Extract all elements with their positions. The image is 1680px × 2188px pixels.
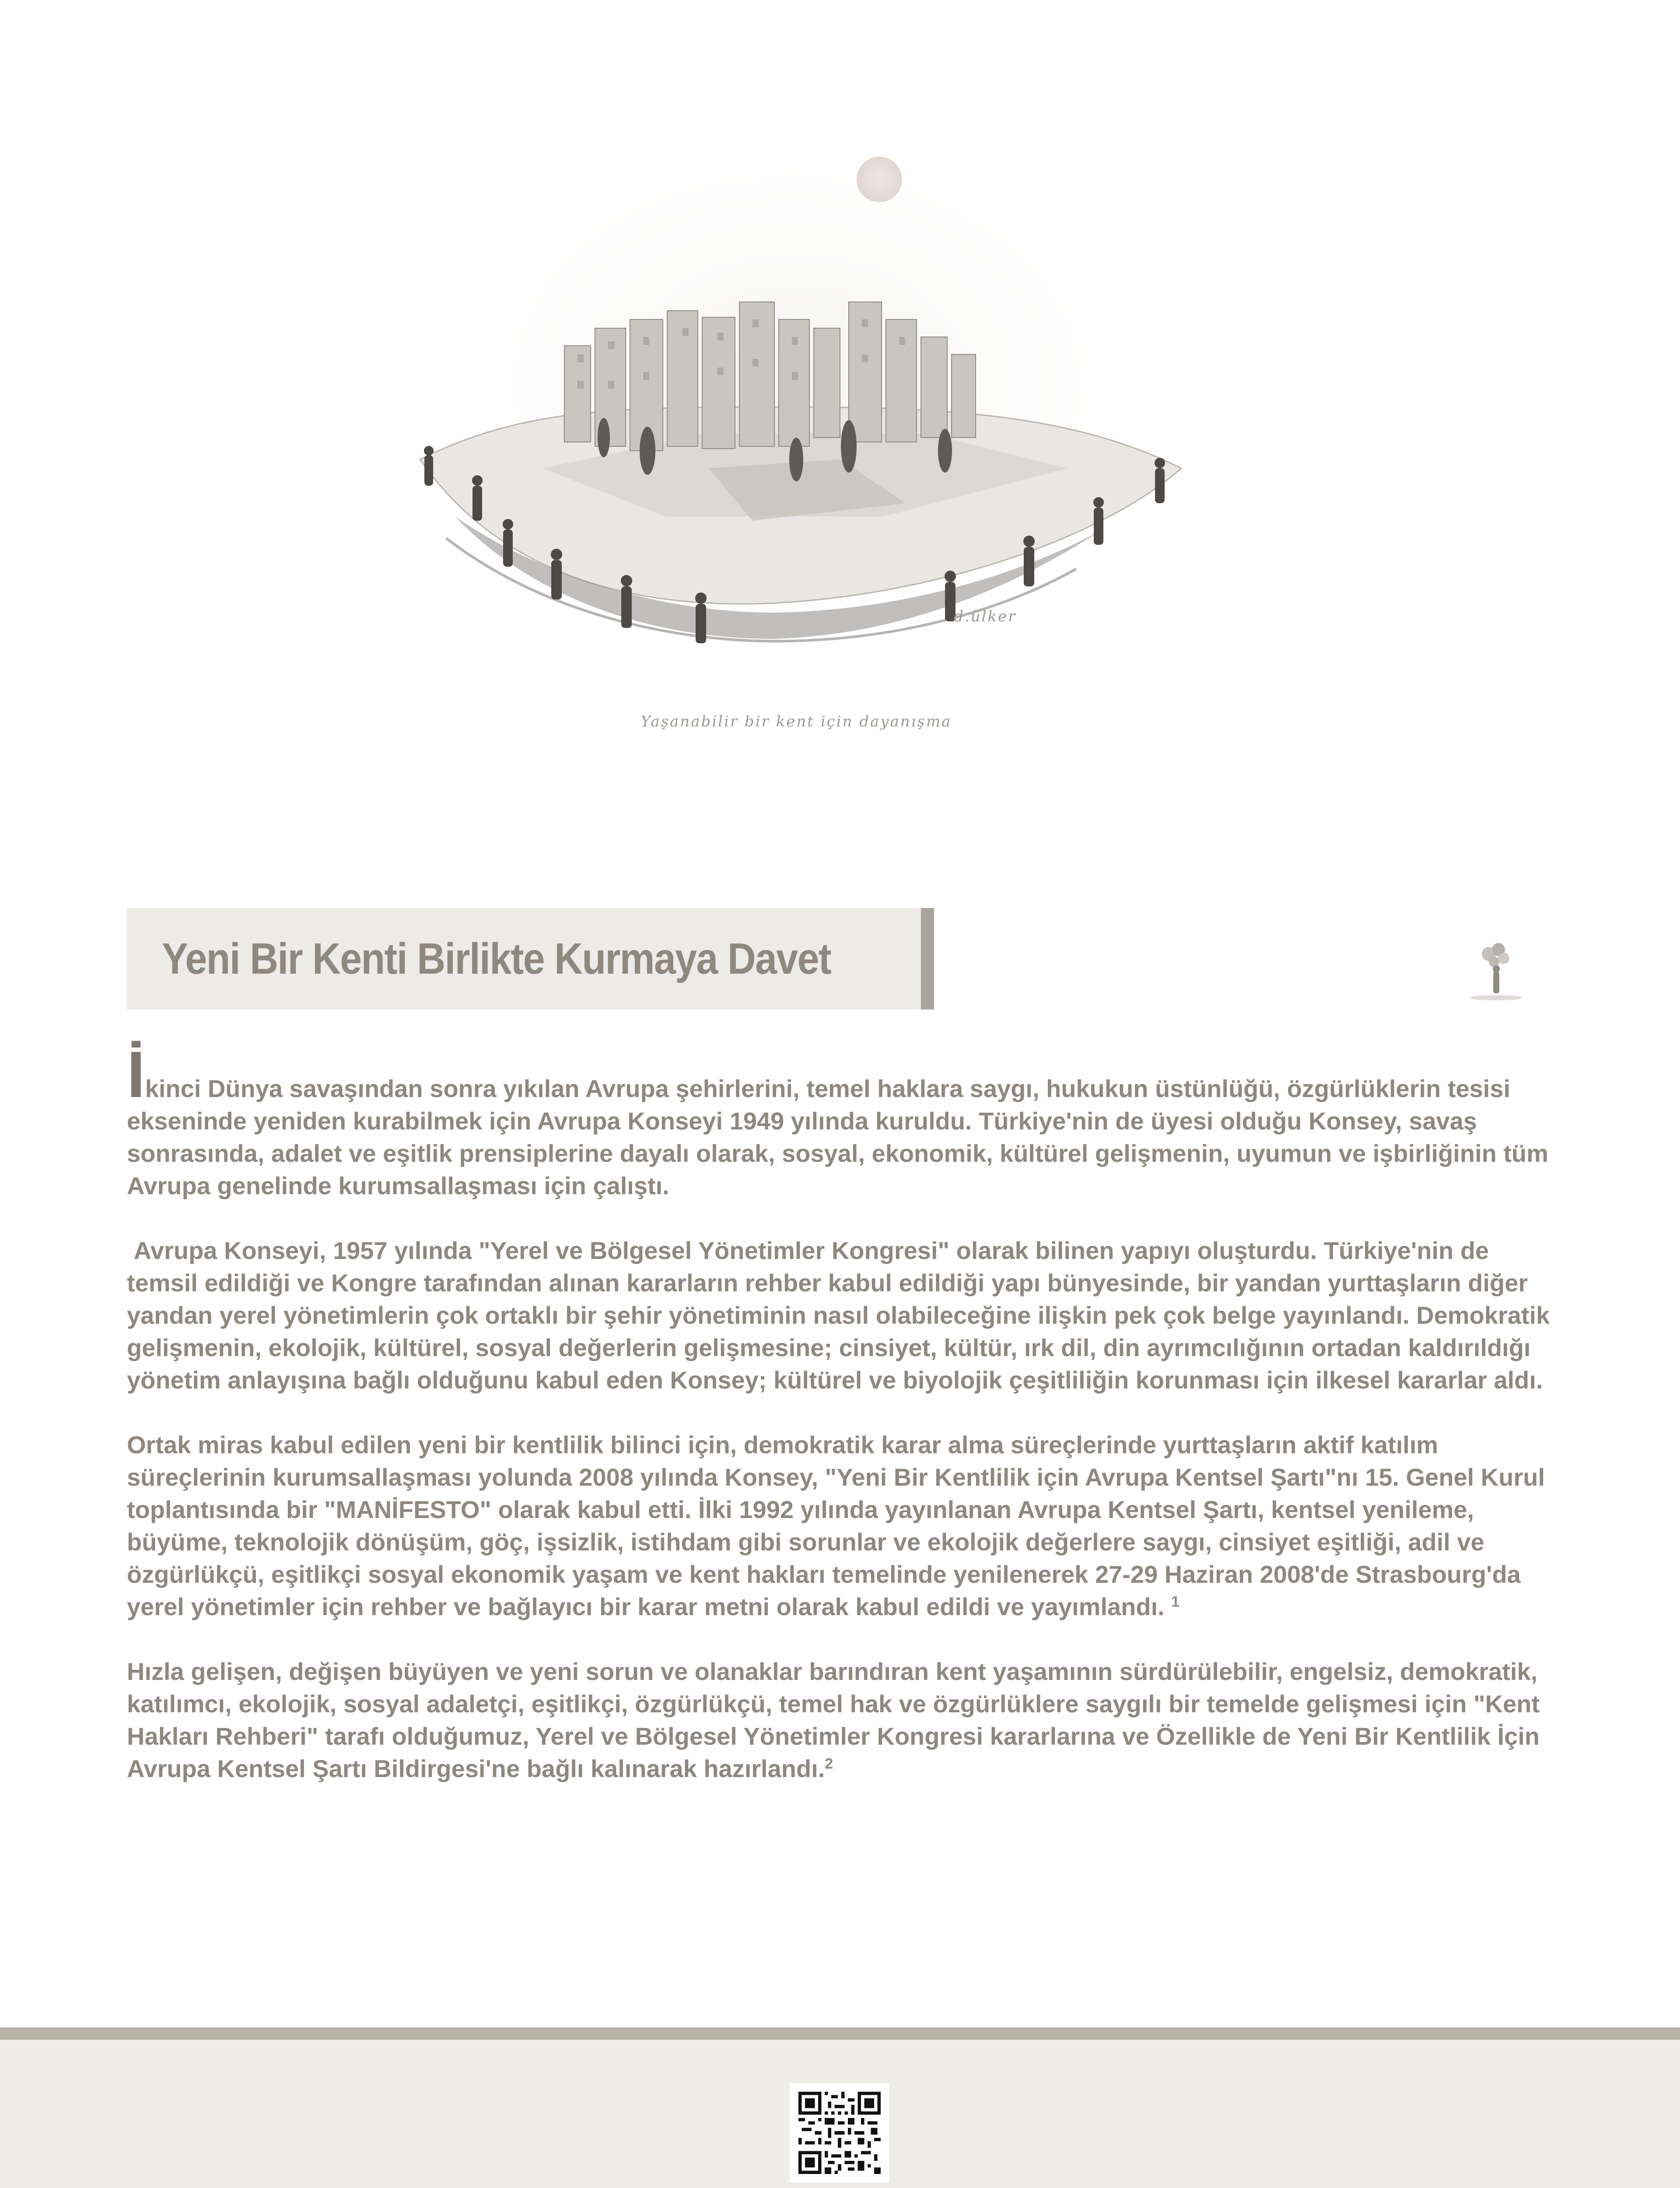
title-banner bbox=[127, 908, 934, 1010]
footnote-ref-1: 1 bbox=[1171, 1593, 1180, 1610]
illustration-caption: Yaşanabilir bir kent için dayanışma bbox=[640, 713, 952, 730]
moon-shape bbox=[857, 157, 902, 202]
paragraph-4-text: Hızla gelişen, değişen büyüyen ve yeni sorun ve olanaklar barındıran kent yaşamının sürdürülebilir, engelsiz, demokratik, katılımcı, ekolojik, sosyal adaletçi, eşitlikçi, özgürlükçü, temel hak ve özgürlüklere saygılı bir temelde gelişmesi için "Kent Hakları Rehberi" tarafı olduğumuz, Yerel ve Bölgesel Yönetimler Kongresi kararlarına ve Özellikle de Yeni Bir Kentlilik İçin Avrupa Kentsel Şartı Bildirgesi'ne bağlı kalınarak hazırlandı. bbox=[127, 1658, 1540, 1782]
body-text bbox=[127, 1038, 1566, 1817]
paragraph-1-text: kinci Dünya savaşından sonra yıkılan Avrupa şehirlerini, temel haklara saygı, hukukun üstünlüğü, özgürlüklerin tesisi ekseninde yeniden kurabilmek için Avrupa Konseyi 1949 yılında kuruldu. Türkiye'nin de üyesi olduğu Konsey, savaş sonrasında, adalet ve eşitlik prensiplerine dayalı olarak, sosyal, ekonomik, kültürel gelişmenin, uyumun ve işbirliğinin tüm Avrupa genelinde kurumsallaşması için çalıştı. bbox=[127, 1075, 1549, 1199]
paragraph-3-text: Ortak miras kabul edilen yeni bir kentlilik bilinci için, demokratik karar alma süreçlerinde yurttaşların aktif katılım süreçlerinin kurumsallaşması yolunda 2008 yılında Konsey, "Yeni Bir Kentlilik için Avrupa Kentsel Şartı"nı 15. Genel Kurul toplantısında bir "MANİFESTO" olarak kabul etti. İlki 1992 yılında yayınlanan Avrupa Kentsel Şartı, kentsel yenileme, büyüme, teknolojik dönüşüm, göç, işsizlik, istihdam gibi sorunlar ve ekolojik değerlere saygı, cinsiyet eşitliği, adil ve özgürlükçü, eşitlikçi sosyal ekonomik yaşam ve kent hakları temelinde yenilenerek 27-29 Haziran 2008'de Strasbourg'da yerel yönetimler için rehber ve bağlayıcı bir karar metni olarak kabul edildi ve yayımlandı. bbox=[127, 1431, 1545, 1620]
city-illustration bbox=[359, 74, 1234, 827]
city-watercolor-drawing bbox=[359, 74, 1234, 827]
paragraph-4 bbox=[127, 1655, 1566, 1785]
page-title: Yeni Bir Kenti Birlikte Kurmaya Davet bbox=[162, 934, 831, 983]
drop-cap: İ bbox=[127, 1038, 145, 1111]
qr-code-icon bbox=[798, 2092, 881, 2174]
qr-code[interactable] bbox=[790, 2083, 889, 2183]
footer-divider bbox=[0, 2027, 1680, 2040]
paragraph-3 bbox=[127, 1429, 1566, 1623]
paragraph-1 bbox=[127, 1038, 1566, 1202]
illustration-signature: d.ülker bbox=[954, 608, 1017, 625]
paragraph-2: Avrupa Konseyi, 1957 yılında "Yerel ve Bölgesel Yönetimler Kongresi" olarak bilinen yapıyı oluşturdu. Türkiye'nin de temsil edildiği ve Kongre tarafından alınan kararların rehber kabul edildiği yapı bünyesinde, bir yandan yurttaşların diğer yandan yerel yönetimlerin çok ortaklı bir şehir yönetiminin nasıl olabileceğine ilişkin pek çok belge yayınlandı. Demokratik gelişmenin, ekolojik, kültürel, sosyal değerlerin gelişmesine; cinsiyet, kültür, ırk dil, din ayrımcılığının ortadan kaldırıldığı yönetim anlayışına bağlı olduğunu kabul eden Konsey; kültürel ve biyolojik çeşitliliğin korunması için ilkesel kararlar aldı. bbox=[127, 1237, 1557, 1394]
footnote-ref-2: 2 bbox=[825, 1755, 833, 1772]
figure-illustration-icon bbox=[1463, 936, 1529, 1002]
